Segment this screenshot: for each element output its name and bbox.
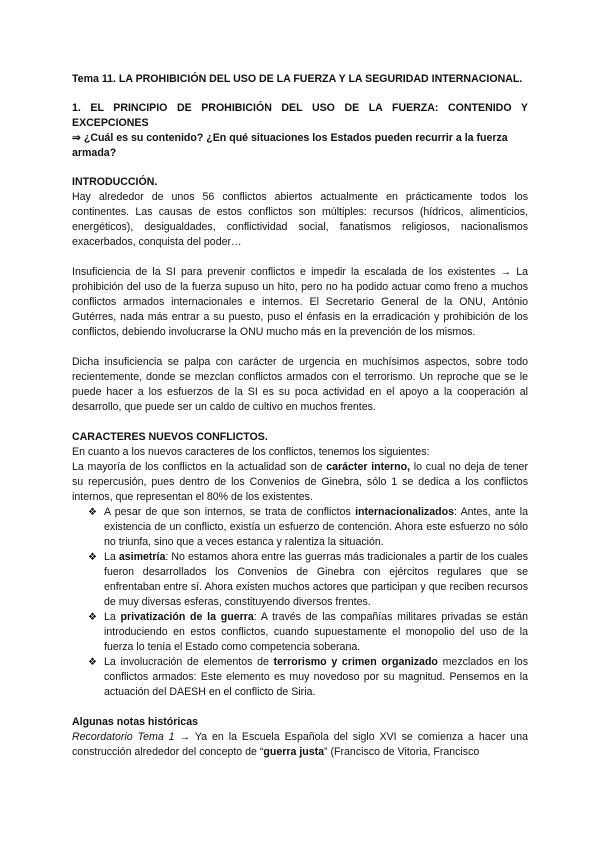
- caracteres-paragraph: La mayoría de los conflictos en la actualidad son de carácter interno, lo cual no deja de tener su repercusión, pues dentro de los Convenios de Ginebra, sólo 1 se dedica a los conflictos internos, que representan el 80% de los existentes.: [72, 461, 528, 503]
- section-1-question: [72, 131, 528, 161]
- list-item: ❖ La privatización de la guerra: A través de las compañías militares privadas se están introduciendo en estos conflictos, cuando supuestamente el monopolio del uso de la fuerza lo tenía el Estado como competencia soberana.: [88, 611, 528, 653]
- section-1-heading: 1. EL PRINCIPIO DE PROHIBICIÓN DEL USO DE LA FUERZA: CONTENIDO Y EXCEPCIONES: [72, 102, 528, 129]
- list-item: ❖ La asimetría: No estamos ahora entre las guerras más tradicionales a partir de los cuales fueron desarrollados los Convenios de Ginebra con ejércitos regulares que se enfrentaban entre sí. Ahora existen muchos actores que participan y que reciben recursos de muy diversas esferas, constituyendo diversos frentes.: [88, 551, 528, 608]
- caracteres-heading: CARACTERES NUEVOS CONFLICTOS.: [72, 431, 268, 443]
- diamond-bullet-icon: ❖: [88, 552, 97, 563]
- double-arrow-icon: ⇒: [72, 132, 81, 144]
- diamond-bullet-icon: ❖: [88, 612, 97, 623]
- caracteres-lead: En cuanto a los nuevos caracteres de los conflictos, tenemos los siguientes:: [72, 446, 430, 458]
- intro-paragraph-2: Insuficiencia de la SI para prevenir conflictos e impedir la escalada de los existentes → La prohibición del uso de la fuerza supuso un hito, pero no ha podido actuar como freno a muchos conflictos armados internacionales e internos. El Secretario General de la ONU, António Gutérres, nada más entrar a su puesto, puso el énfasis en la erradicación y prohibición de los conflictos, debiendo involucrarse la ONU mucho más en la prevención de los mismos.: [72, 266, 528, 338]
- intro-heading: INTRODUCCIÓN.: [72, 176, 158, 188]
- document-title: Tema 11. LA PROHIBICIÓN DEL USO DE LA FUERZA Y LA SEGURIDAD INTERNACIONAL.: [72, 73, 523, 85]
- notas-heading: Algunas notas históricas: [72, 716, 198, 728]
- diamond-bullet-icon: ❖: [88, 507, 97, 518]
- intro-paragraph-3: Dicha insuficiencia se palpa con carácter de urgencia en muchísimos aspectos, sobre todo recientemente, donde se mezclan conflictos armados con el terrorismo. Un reproche que se le puede hacer a los esfuerzos de la SI es su poca actividad en el apoyo a la cooperación al desarrollo, que puede ser un caldo de cultivo en muchos frentes.: [72, 356, 528, 413]
- diamond-bullet-icon: ❖: [88, 657, 97, 668]
- list-item: ❖ A pesar de que son internos, se trata de conflictos internacionalizados: Antes, ante la existencia de un conflicto, existía un esfuerzo de contención. Ahora este esfuerzo no sólo no triunfa, sino que a veces estanca y ralentiza la situación.: [88, 506, 528, 548]
- notas-paragraph: Recordatorio Tema 1 → Ya en la Escuela Española del siglo XVI se comienza a hacer una construcción alrededor del concepto de “guerra justa” (Francisco de Vitoria, Francisco: [72, 731, 528, 758]
- question-text: ¿Cuál es su contenido? ¿En qué situaciones los Estados pueden recurrir a la fuerza armada?: [72, 132, 508, 159]
- intro-paragraph-1: Hay alrededor de unos 56 conflictos abiertos actualmente en prácticamente todos los continentes. Las causas de estos conflictos son múltiples: recursos (hídricos, alimenticios, energéticos), desigualdades, conflictividad social, fanatismos religiosos, nacionalismos exacerbados, conquista del poder…: [72, 191, 528, 248]
- caracteres-list: [72, 505, 528, 700]
- list-item: ❖ La involucración de elementos de terrorismo y crimen organizado mezclados en los conflictos armados: Este elemento es muy novedoso por su magnitud. Pensemos en la actuación del DAESH en el conflicto de Siria.: [88, 656, 528, 698]
- document-page: [72, 72, 528, 760]
